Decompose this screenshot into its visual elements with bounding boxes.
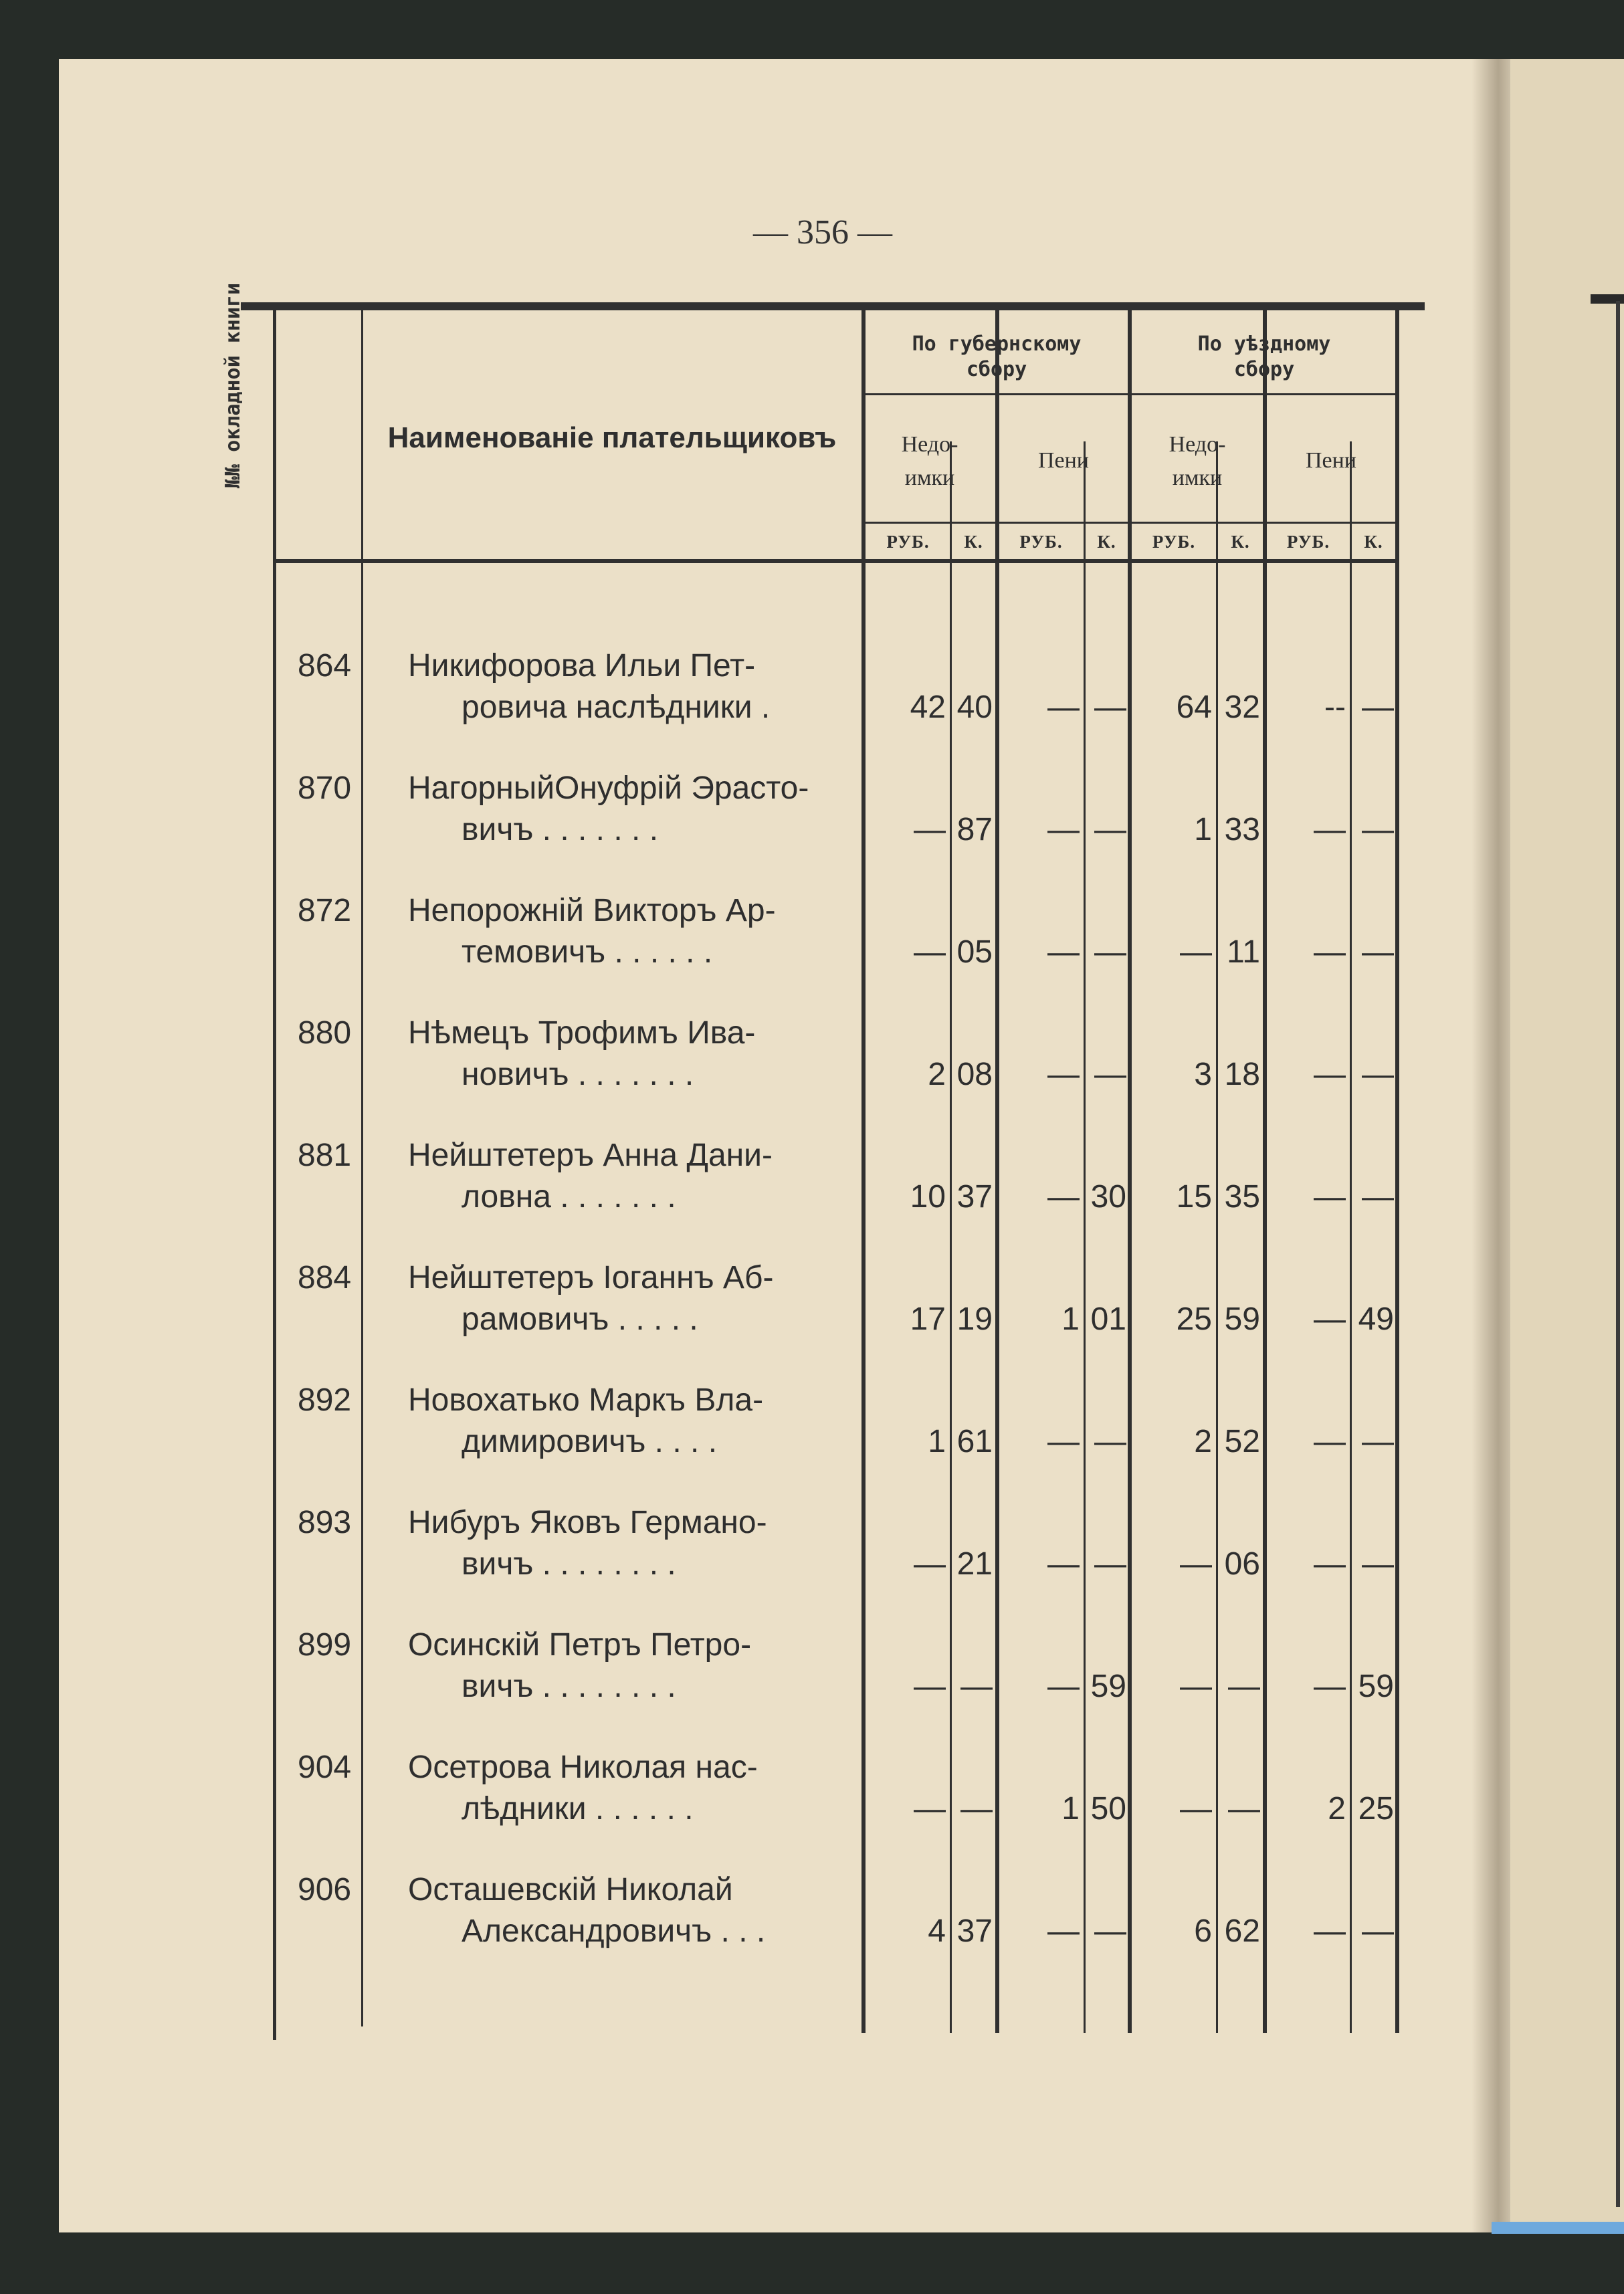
amount-g-p-k: — <box>1094 1913 1126 1949</box>
amount-g-p-r: — <box>1047 1546 1080 1582</box>
amount-g-p-r: — <box>1047 690 1080 725</box>
amount-g-n-k: 61 <box>956 1424 993 1459</box>
payer-name-line2: вичъ . . . . . . . <box>462 812 659 847</box>
amount-g-n-r: 2 <box>928 1057 946 1092</box>
amount-u-p-r: — <box>1314 1057 1346 1092</box>
amount-u-n-k: 62 <box>1224 1913 1260 1949</box>
amount-u-p-r: — <box>1314 1301 1346 1337</box>
payer-name-line1: Нѣмецъ Трофимъ Ива- <box>408 1015 756 1051</box>
amount-g-n-k: 87 <box>956 812 993 847</box>
amount-g-n-r: — <box>914 1546 946 1582</box>
header-bottom-rule <box>274 559 1398 563</box>
amount-u-p-k: 25 <box>1358 1791 1394 1827</box>
amount-u-n-k: 32 <box>1224 690 1260 725</box>
payer-name-line2: вичъ . . . . . . . . <box>462 1546 676 1582</box>
payer-name-line2: темовичъ . . . . . . <box>462 934 713 970</box>
amount-g-n-r: — <box>914 1669 946 1704</box>
amount-u-p-k: 59 <box>1358 1669 1394 1704</box>
right-page-vertical-rule <box>1616 301 1620 2207</box>
amount-g-p-r: — <box>1047 1669 1080 1704</box>
amount-g-p-r: — <box>1047 1057 1080 1092</box>
unit-kop: К. <box>1097 532 1116 552</box>
row-number: 881 <box>298 1138 352 1173</box>
col-name-rule <box>861 308 866 2033</box>
header-name-column: Наименованіе плательщиковъ <box>387 421 837 454</box>
unit-rub: РУБ. <box>1019 532 1063 552</box>
amount-u-n-r: — <box>1180 934 1212 970</box>
amount-g-n-k: 19 <box>956 1301 993 1337</box>
amount-g-p-k: — <box>1094 1546 1126 1582</box>
row-number: 864 <box>298 648 352 684</box>
amount-u-p-k: — <box>1362 1179 1394 1215</box>
header-nedoimki-1: Недо- имки <box>901 432 958 490</box>
amount-g-p-k: — <box>1094 1057 1126 1092</box>
amount-u-p-k: — <box>1362 1546 1394 1582</box>
row-number: 872 <box>298 893 352 928</box>
payer-name-line2: димировичъ . . . . <box>462 1424 718 1459</box>
amount-u-n-k: 35 <box>1224 1179 1260 1215</box>
payer-name-line1: Осетрова Николая нас- <box>408 1750 758 1785</box>
amount-g-n-k: 37 <box>956 1179 993 1215</box>
row-number: 870 <box>298 770 352 806</box>
amount-u-p-r: — <box>1314 1913 1346 1949</box>
bookmark-strip <box>1492 2222 1624 2234</box>
unit-kop: К. <box>964 532 983 552</box>
amount-g-p-k: — <box>1094 812 1126 847</box>
col-number-rule <box>361 308 363 2026</box>
payer-name-line2: лѣдники . . . . . . <box>462 1791 694 1827</box>
row-number: 899 <box>298 1627 352 1663</box>
amount-u-n-k: 06 <box>1224 1546 1260 1582</box>
amount-g-p-k: 59 <box>1090 1669 1126 1704</box>
amount-g-n-k: 37 <box>956 1913 993 1949</box>
amount-u-p-r: 2 <box>1328 1791 1346 1827</box>
amount-u-n-k: 59 <box>1224 1301 1260 1337</box>
header-number-column <box>221 435 246 488</box>
amount-g-n-r: — <box>914 812 946 847</box>
amount-g-n-r: 17 <box>910 1301 946 1337</box>
book-page-right-edge <box>1510 59 1624 2232</box>
unit-rub: РУБ. <box>886 532 930 552</box>
amount-g-p-k: 01 <box>1090 1301 1126 1337</box>
page-number: — 356 — <box>753 213 892 251</box>
col-gp-rule <box>995 308 999 2033</box>
amount-g-p-k: — <box>1094 690 1126 725</box>
amount-g-n-r: 10 <box>910 1179 946 1215</box>
amount-u-p-r: — <box>1314 1179 1346 1215</box>
payer-name-line1: НагорныйОнуфрій Эрасто- <box>408 770 809 806</box>
header-peni-2: Пени <box>1305 448 1357 473</box>
header-peni-1: Пени <box>1037 448 1090 473</box>
amount-g-p-r: 1 <box>1061 1301 1080 1337</box>
amount-u-n-k: 11 <box>1227 934 1260 970</box>
amount-u-p-r: — <box>1314 934 1346 970</box>
amount-g-n-r: — <box>914 1791 946 1827</box>
book-page-left <box>59 59 1510 2232</box>
amount-g-p-r: — <box>1047 1424 1080 1459</box>
payer-name-line2: рамовичъ . . . . . <box>462 1301 698 1337</box>
payer-name-line1: Осинскій Петръ Петро- <box>408 1627 752 1663</box>
amount-g-p-k: 30 <box>1090 1179 1126 1215</box>
amount-g-p-r: 1 <box>1061 1791 1080 1827</box>
amount-g-n-k: 08 <box>956 1057 993 1092</box>
amount-u-n-k: 33 <box>1224 812 1260 847</box>
amount-g-n-k: 05 <box>956 934 993 970</box>
amount-u-p-k: 49 <box>1358 1301 1394 1337</box>
unit-kop: К. <box>1231 532 1250 552</box>
amount-g-n-r: 4 <box>928 1913 946 1949</box>
payer-name-line1: Новохатько Маркъ Вла- <box>408 1382 764 1418</box>
amount-u-n-k: 18 <box>1224 1057 1260 1092</box>
payer-name-line2: новичъ . . . . . . . <box>462 1057 694 1092</box>
row-number: 893 <box>298 1505 352 1540</box>
payer-name-line1: Нейштетеръ Іоганнъ Аб- <box>408 1260 774 1295</box>
amount-g-p-k: — <box>1094 934 1126 970</box>
amount-u-n-r: 1 <box>1194 812 1212 847</box>
table-right-rule <box>1395 308 1399 2033</box>
payer-name-line1: Нейштетеръ Анна Дани- <box>408 1138 773 1173</box>
amount-g-n-r: 1 <box>928 1424 946 1459</box>
amount-g-n-k: 21 <box>956 1546 993 1582</box>
amount-u-p-k: — <box>1362 934 1394 970</box>
amount-u-p-r: — <box>1314 1546 1346 1582</box>
amount-g-p-r: — <box>1047 1179 1080 1215</box>
payer-name-line2: ловна . . . . . . . <box>462 1179 676 1215</box>
unit-rub: РУБ. <box>1152 532 1196 552</box>
amount-g-n-r: — <box>914 934 946 970</box>
amount-u-p-k: — <box>1362 1057 1394 1092</box>
row-number: 884 <box>298 1260 352 1295</box>
amount-u-p-k: — <box>1362 1424 1394 1459</box>
amount-u-p-r: -- <box>1324 690 1346 725</box>
row-number: 906 <box>298 1872 352 1907</box>
amount-u-n-r: 15 <box>1176 1179 1212 1215</box>
amount-u-n-r: 6 <box>1194 1913 1212 1949</box>
amount-u-p-r: — <box>1314 1424 1346 1459</box>
unit-rub: РУБ. <box>1286 532 1330 552</box>
amount-u-n-r: — <box>1180 1669 1212 1704</box>
amount-u-n-r: — <box>1180 1791 1212 1827</box>
table-top-rule <box>241 302 1425 310</box>
col-up-rule <box>1263 308 1267 2033</box>
header-group-uezdny: По уѣздному сбору <box>1197 332 1331 381</box>
amount-g-p-k: — <box>1094 1424 1126 1459</box>
amount-u-p-k: — <box>1362 812 1394 847</box>
payer-name-line2: Александровичъ . . . <box>462 1913 766 1949</box>
amount-g-p-r: — <box>1047 812 1080 847</box>
amount-u-n-r: 2 <box>1194 1424 1212 1459</box>
row-number: 892 <box>298 1382 352 1418</box>
header-nedoimki-2: Недо- имки <box>1169 432 1226 490</box>
payer-name-line2: ровича наслѣдники . <box>462 690 771 725</box>
amount-u-n-r: 3 <box>1194 1057 1212 1092</box>
amount-u-n-k: 52 <box>1224 1424 1260 1459</box>
amount-g-n-k: — <box>960 1791 993 1827</box>
header-group-gubernsky: По губернскому сбору <box>912 332 1082 381</box>
amount-u-p-r: — <box>1314 1669 1346 1704</box>
payer-name-line1: Никифорова Ильи Пет- <box>408 648 756 684</box>
amount-u-n-r: 64 <box>1176 690 1212 725</box>
amount-g-n-k: 40 <box>956 690 993 725</box>
payer-name-line2: вичъ . . . . . . . . <box>462 1669 676 1704</box>
amount-u-n-r: — <box>1180 1546 1212 1582</box>
amount-g-p-r: — <box>1047 934 1080 970</box>
table-left-rule <box>273 308 276 2040</box>
amount-g-n-k: — <box>960 1669 993 1704</box>
payer-name-line1: Осташевскій Николай <box>408 1872 733 1907</box>
amount-u-p-r: — <box>1314 812 1346 847</box>
amount-g-p-k: 50 <box>1090 1791 1126 1827</box>
amount-u-n-r: 25 <box>1176 1301 1212 1337</box>
payer-name-line1: Нибуръ Яковъ Германо- <box>408 1505 767 1540</box>
amount-u-n-k: — <box>1228 1669 1260 1704</box>
row-number: 880 <box>298 1015 352 1051</box>
col-group-rule <box>1128 308 1132 2033</box>
amount-u-p-k: — <box>1362 690 1394 725</box>
amount-g-n-r: 42 <box>910 690 946 725</box>
unit-kop: К. <box>1364 532 1383 552</box>
amount-u-n-k: — <box>1228 1791 1260 1827</box>
amount-g-p-r: — <box>1047 1913 1080 1949</box>
amount-u-p-k: — <box>1362 1913 1394 1949</box>
payer-name-line1: Непорожній Викторъ Ар- <box>408 893 776 928</box>
row-number: 904 <box>298 1750 352 1785</box>
